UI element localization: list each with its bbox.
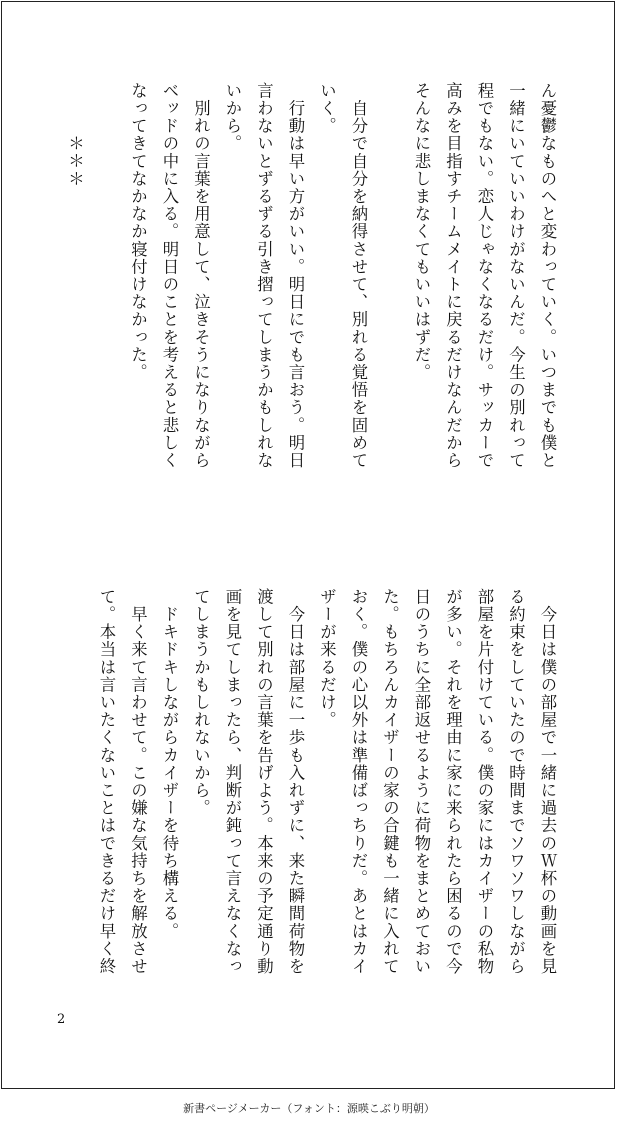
text-column: 一緒にいていいわけがないんだ。今生の別れって xyxy=(506,82,526,470)
text-column: いく。 xyxy=(317,82,337,135)
text-column: おく。僕の心以外は準備ばっちりだ。あとはカイ xyxy=(349,588,368,976)
text-column: なってきてなかなか寝付けなかった。 xyxy=(128,82,148,382)
text-column: る約束をしていたので時間までソワソワしながら xyxy=(506,588,526,976)
text-column xyxy=(91,82,123,532)
text-column: が多い。それを理由に家に来られたら困るので今 xyxy=(443,588,463,976)
text-column xyxy=(374,82,406,532)
text-column: 部屋を片付けている。僕の家にはカイザーの私物 xyxy=(475,588,494,976)
text-column: 早く来て言わせて。この嫌な気持ちを解放させ xyxy=(128,588,148,976)
text-column: そんなに悲しまなくてもいいはずだ。 xyxy=(412,82,431,382)
footer-caption: 新書ページメーカー（フォント：源暎こぶり明朝） xyxy=(183,1102,435,1115)
text-column: ドキドキしながらカイザーを待ち構える。 xyxy=(160,588,179,940)
text-column: た。もちろんカイザーの家の合鍵も一緒に入れて xyxy=(380,588,400,976)
text-column: 程でもない。恋人じゃなくなるだけ。サッカーで xyxy=(475,82,494,470)
text-column: て。本当は言いたくないことはできるだけ早く終 xyxy=(97,588,116,976)
text-column: 日のうちに全部返せるように荷物をまとめておい xyxy=(412,588,431,976)
text-column: 別れの言葉を用意して、泣きそうになりながら xyxy=(191,82,211,470)
manuscript-page xyxy=(1,1,615,1089)
text-column: ＊＊＊ xyxy=(65,82,85,188)
text-column: ん憂鬱なものへと変わっていく。いつまでも僕と xyxy=(538,82,557,470)
text-column: 自分で自分を納得させて、別れる覚悟を固めて xyxy=(349,82,368,470)
text-column: てしまうかもしれないから。 xyxy=(191,588,211,817)
text-column: 高みを目指すチームメイトに戻るだけなんだから xyxy=(443,82,463,470)
text-column: ザーが来るだけ。 xyxy=(317,588,337,729)
text-column: 今日は僕の部屋で一緒に過去のＷ杯の動画を見 xyxy=(538,588,557,976)
page-number: 2 xyxy=(57,1012,66,1027)
text-column: ベッドの中に入る。明日のことを考えると悲しく xyxy=(160,82,179,470)
text-column: 渡して別れの言葉を告げよう。本来の予定通り動 xyxy=(254,588,274,976)
text-column: 今日は部屋に一歩も入れずに、来た瞬間荷物を xyxy=(286,588,305,976)
text-column: 画を見てしまったら、判断が鈍って言えなくなっ xyxy=(223,588,242,976)
text-column: 言わないとずるずる引き摺ってしまうかもしれな xyxy=(254,82,274,470)
text-column: 行動は早い方がいい。明日にでも言おう。明日 xyxy=(286,82,305,470)
text-column: いから。 xyxy=(223,82,242,153)
text-block-bottom xyxy=(91,588,564,1038)
text-block-top xyxy=(59,82,563,532)
